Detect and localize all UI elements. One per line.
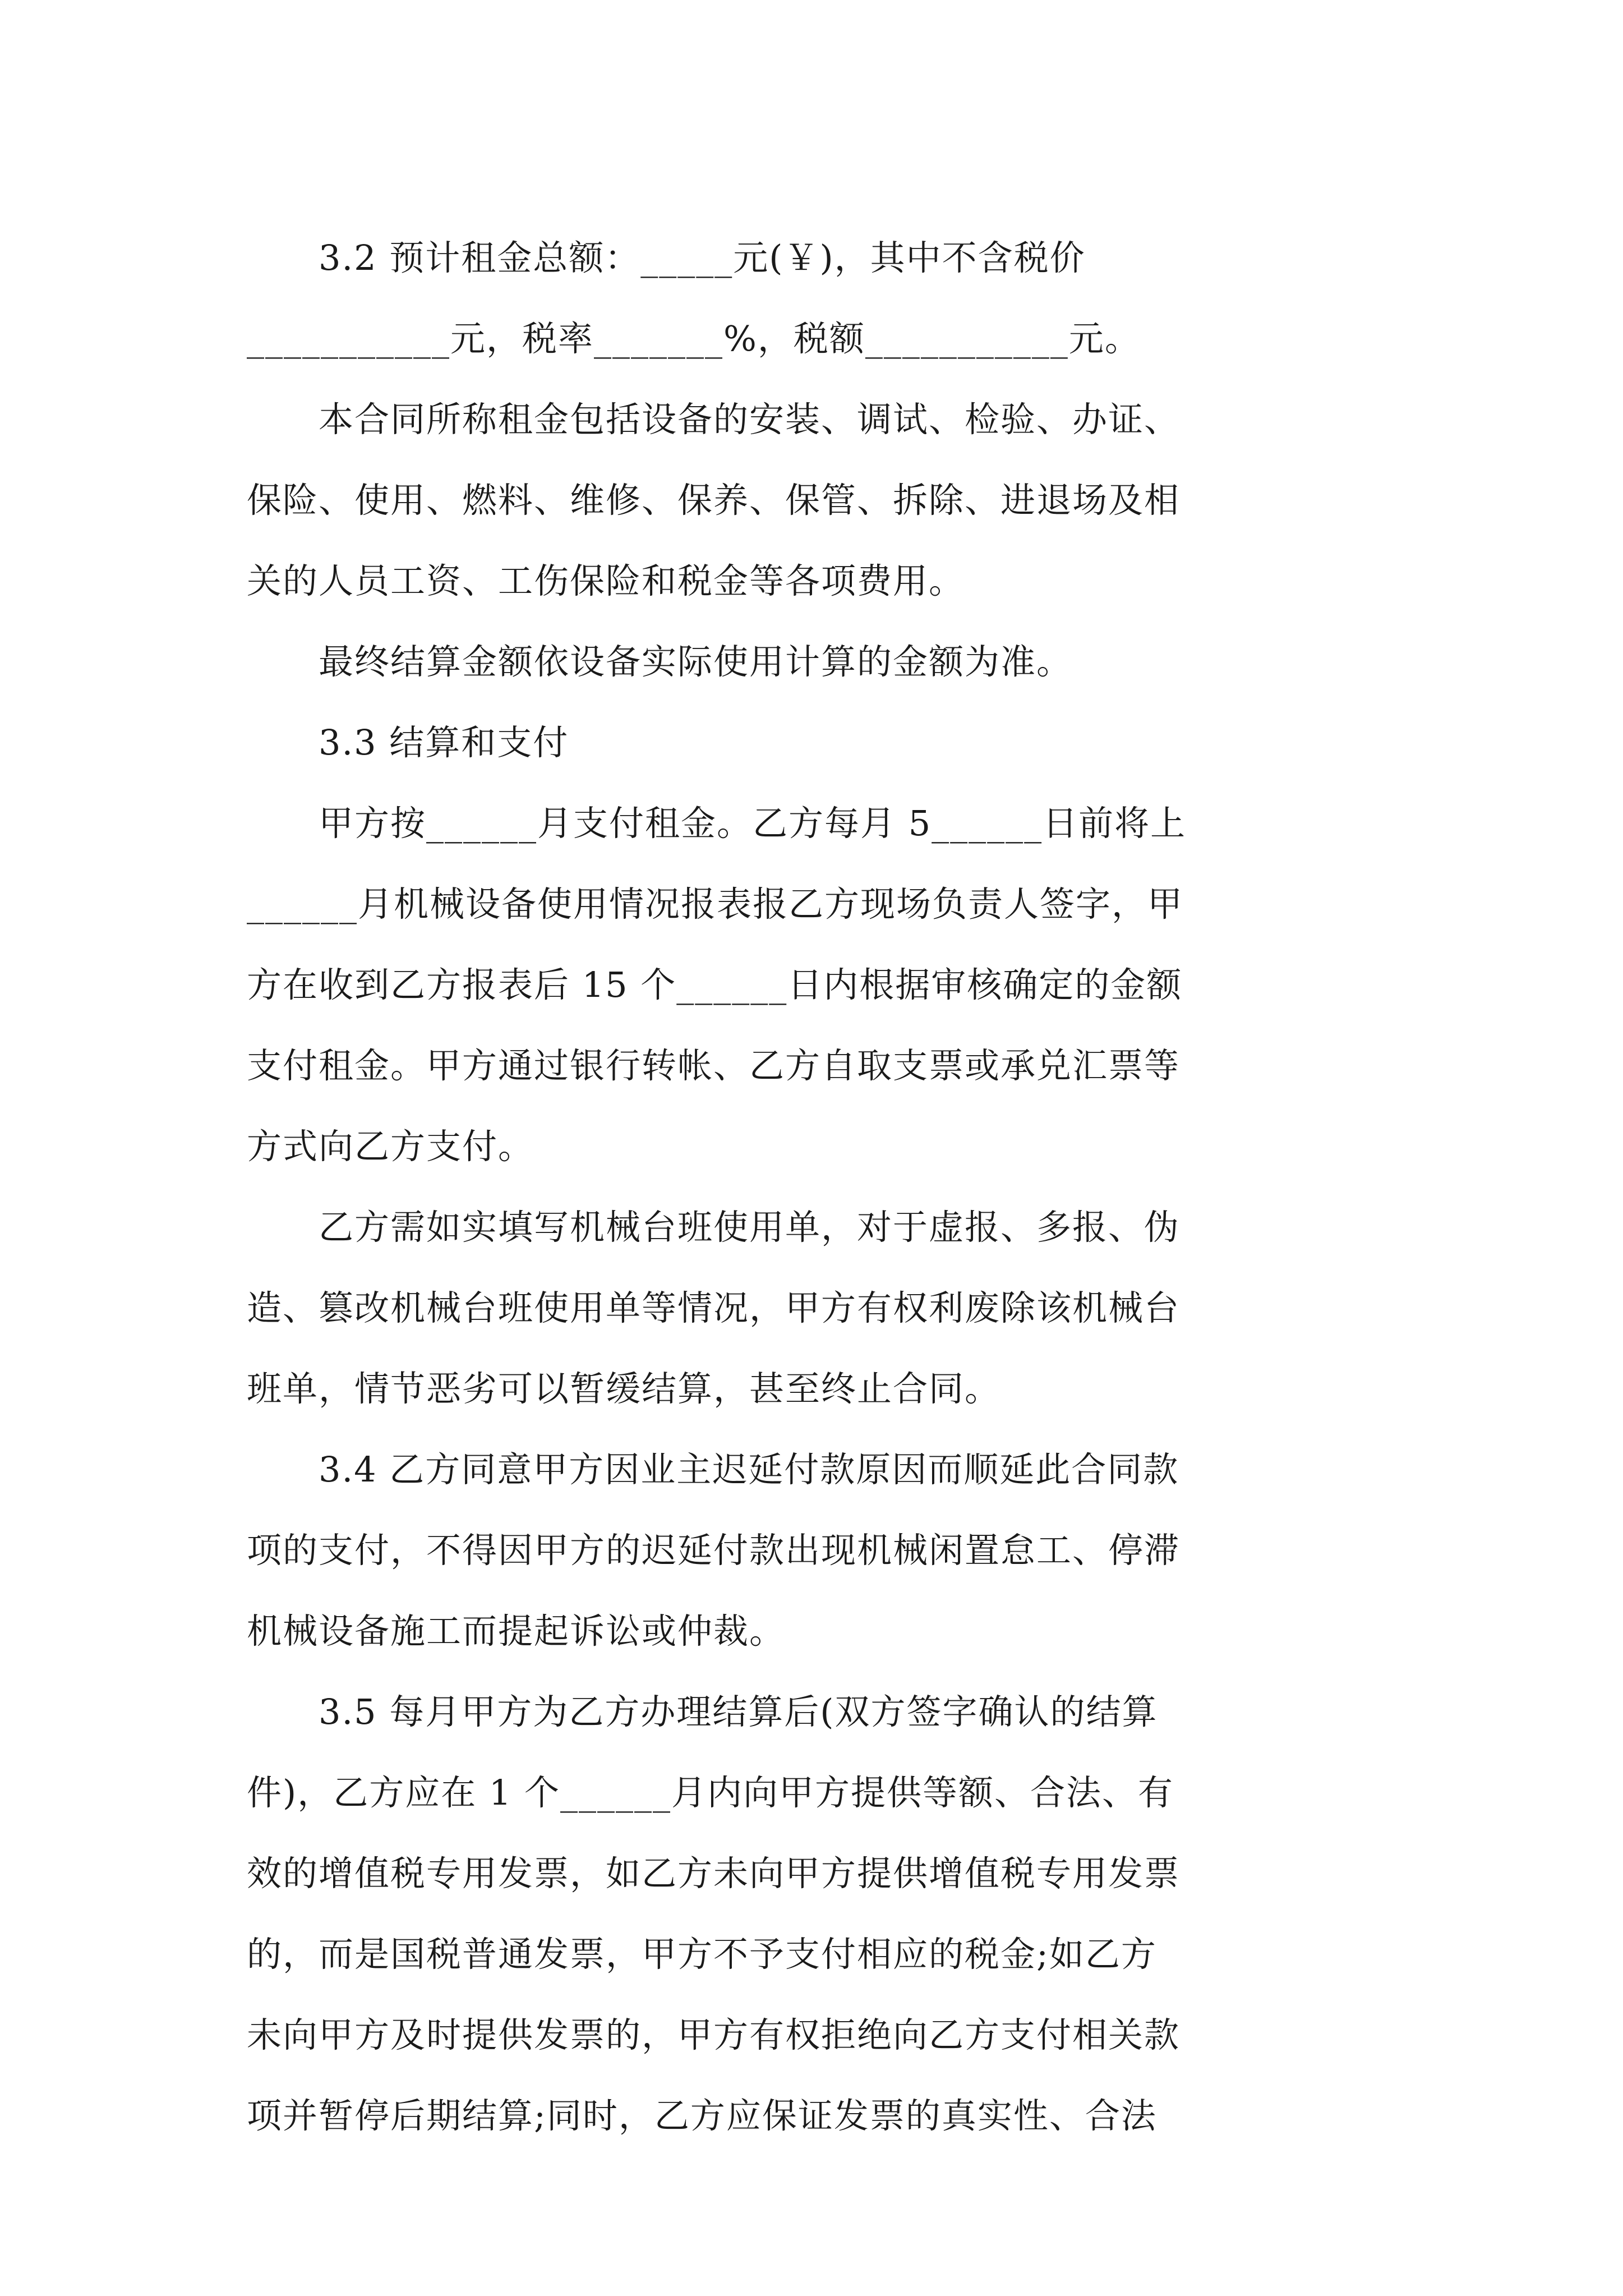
text-line: 的，而是国税普通发票，甲方不予支付相应的税金;如乙方: [247, 1934, 1157, 1975]
text-line: 本合同所称租金包括设备的安装、调试、检验、办证、: [247, 399, 1181, 440]
text-line: 机械设备施工而提起诉讼或仲裁。: [247, 1611, 786, 1651]
text-line: 件)，乙方应在 1 个______月内向甲方提供等额、合法、有: [247, 1772, 1174, 1813]
contract-body-text: [247, 218, 1391, 2156]
text-line: 方式向乙方支付。: [247, 1126, 534, 1167]
text-line: 3.5 每月甲方为乙方办理结算后(双方签字确认的结算: [247, 1691, 1158, 1732]
section-heading: 3.3 结算和支付: [247, 722, 569, 763]
text-line: ___________元，税率_______%，税额___________元。: [247, 318, 1141, 359]
text-line: ______月机械设备使用情况报表报乙方现场负责人签字，甲: [247, 884, 1184, 924]
text-line: 3.2 预计租金总额：_____元(￥)，其中不含税价: [247, 237, 1086, 278]
text-line: 效的增值税专用发票，如乙方未向甲方提供增值税专用发票: [247, 1853, 1181, 1894]
text-line: 3.4 乙方同意甲方因业主迟延付款原因而顺延此合同款: [247, 1449, 1179, 1490]
text-line: 造、篡改机械台班使用单等情况，甲方有权利废除该机械台: [247, 1287, 1181, 1328]
text-line: 项并暂停后期结算;同时，乙方应保证发票的真实性、合法: [247, 2095, 1157, 2136]
text-line: 未向甲方及时提供发票的，甲方有权拒绝向乙方支付相关款: [247, 2014, 1181, 2055]
text-line: 关的人员工资、工伤保险和税金等各项费用。: [247, 560, 965, 601]
text-line: 最终结算金额依设备实际使用计算的金额为准。: [247, 641, 1073, 682]
text-line: 保险、使用、燃料、维修、保养、保管、拆除、进退场及相: [247, 480, 1181, 521]
text-line: 乙方需如实填写机械台班使用单，对于虚报、多报、伪: [247, 1207, 1181, 1248]
text-line: 甲方按______月支付租金。乙方每月 5______日前将上: [247, 803, 1187, 844]
text-line: 支付租金。甲方通过银行转帐、乙方自取支票或承兑汇票等: [247, 1045, 1181, 1086]
text-line: 项的支付，不得因甲方的迟延付款出现机械闲置怠工、停滞: [247, 1530, 1181, 1571]
text-line: 班单，情节恶劣可以暂缓结算，甚至终止合同。: [247, 1368, 1001, 1409]
text-line: 方在收到乙方报表后 15 个______日内根据审核确定的金额: [247, 964, 1183, 1005]
